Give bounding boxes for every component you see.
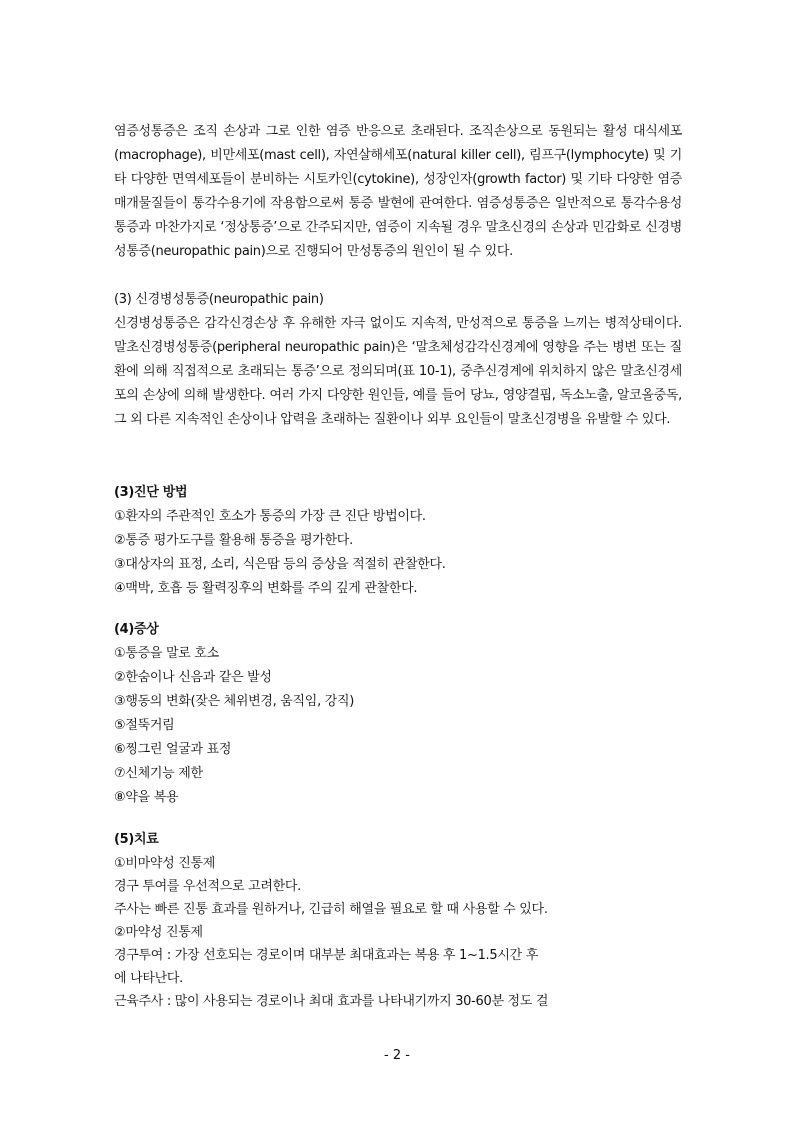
intro-paragraph-2: 신경병성통증은 감각신경손상 후 유해한 자극 없이도 지속적, 만성적으로 통증을 느끼는 병적상태이다. 말초신경병성통증(peripheral neuropathic pain)은 ‘말초체성감각신경계에 영향을 주는 병변 또는 질환에 의해 직접적으로 초래되는 통증’으로 정의되며(표 10-1), 중추신경계에 위치하지 않은 말초신경세포의 손상에 의해 발생한다. 여러 가지 다양한 원인들, 예를 들어 당뇨, 영양결핍, 독소노출, 알코올중독, 그 외 다른 지속적인 손상이나 압력을 초래하는 질환이나 외부 요인들이 말초신경병을 유발할 수 있다. — [114, 316, 682, 427]
intro-paragraph-1: 염증성통증은 조직 손상과 그로 인한 염증 반응으로 초래된다. 조직손상으로 동원되는 활성 대식세포(macrophage), 비만세포(mast cell), 자연살해세포(natural killer cell), 림프구(lymphocyte) 및 기타 다양한 면역세포들이 분비하는 시토카인(cytokine), 성장인자(growth factor) 및 기타 다양한 염증매개물질들이 통각수용기에 작용함으로써 통증 발현에 관여한다. 염증성통증은 일반적으로 통각수용성통증과 마찬가지로 ‘정상통증’으로 간주되지만, 염증이 지속될 경우 말초신경의 손상과 민감화로 신경병성통증(neuropathic pain)으로 진행되어 만성통증의 원인이 될 수 있다. — [114, 124, 682, 259]
diagnosis-item: ①환자의 주관적인 호소가 통증의 가장 큰 진단 방법이다. — [114, 509, 426, 524]
page-number: - 2 - — [384, 1048, 410, 1063]
treatment-line: 주사는 빠른 진통 효과를 원하거나, 긴급히 해열을 필요로 할 때 사용할 수 있다. — [114, 902, 548, 917]
symptoms-heading: (4)증상 — [114, 622, 159, 637]
diagnosis-item: ④맥박, 호흡 등 활력징후의 변화를 주의 깊게 관찰한다. — [114, 581, 418, 596]
treatment-line: 에 나타난다. — [114, 971, 183, 986]
treatment-line: 경구투여 : 가장 선호되는 경로이며 대부분 최대효과는 복용 후 1~1.5시간 후 — [114, 948, 538, 963]
treatment-line: ①비마약성 진통제 — [114, 856, 215, 871]
treatment-heading: (5)치료 — [114, 832, 159, 847]
symptom-item: ⑦신체기능 제한 — [114, 766, 203, 781]
symptom-item: ⑥찡그린 얼굴과 표정 — [114, 742, 232, 757]
treatment-line: 경구 투여를 우선적으로 고려한다. — [114, 879, 301, 894]
diagnosis-item: ③대상자의 표정, 소리, 식은땀 등의 증상을 적절히 관찰한다. — [114, 557, 446, 572]
symptom-item: ③행동의 변화(잦은 체위변경, 움직임, 강직) — [114, 694, 355, 709]
symptom-item: ②한숨이나 신음과 같은 발성 — [114, 670, 272, 685]
neuropathic-subheading: (3) 신경병성통증(neuropathic pain) — [114, 292, 324, 307]
symptom-item: ⑧약을 복용 — [114, 790, 179, 805]
treatment-line: ②마약성 진통제 — [114, 925, 203, 940]
symptom-item: ⑤절뚝거림 — [114, 718, 175, 733]
diagnosis-heading: (3)진단 방법 — [114, 485, 188, 500]
treatment-line: 근육주사 : 많이 사용되는 경로이나 최대 효과를 나타내기까지 30-60분 정도 걸 — [114, 994, 549, 1009]
symptom-item: ①통증을 말로 호소 — [114, 646, 219, 661]
diagnosis-item: ②통증 평가도구를 활용해 통증을 평가한다. — [114, 533, 353, 548]
